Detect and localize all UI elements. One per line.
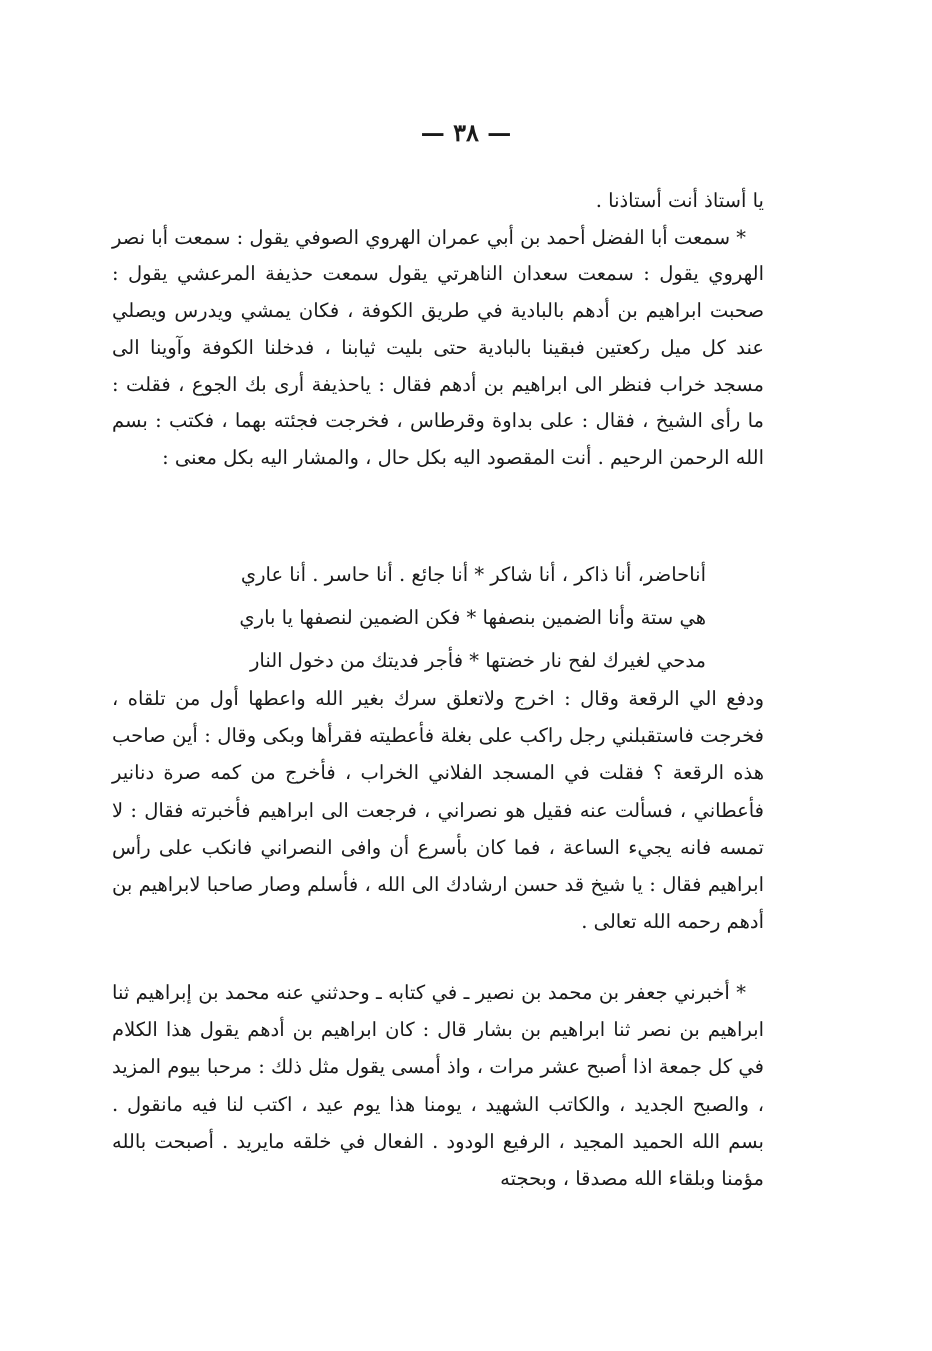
text-block-middle: [112, 680, 764, 940]
paragraph-opening: يا أستاذ أنت أستاذنا .: [595, 189, 764, 212]
poem-line: هي ستة وأنا الضمين بنصفها * فكن الضمين لنصفها يا باري: [239, 606, 706, 629]
text-block-top: [112, 183, 764, 477]
poem-line: مدحي لغيرك لفح نار خضتها * فأجر فديتك من دخول النار: [250, 649, 706, 672]
paragraph-christian-story: ودفع الي الرقعة وقال : اخرج ولاتعلق سرك بغير الله واعطها أول من تلقاه ، فخرجت فاستقبلني رجل راكب على بغلة فأعطيته فقرأها وبكى وقال : أين صاحب هذه الرقعة ؟ فقلت في المسجد الفلاني الخراب ، فأخرج من كمه صرة دنانير فأعطاني ، فسألت عنه فقيل هو نصراني ، فرجعت الى ابراهيم فأخبرته فقال : لا تمسه فانه يجيء الساعة ، فما كان بأسرع أن وافى النصراني فانكب على رأس ابراهيم فقال : يا شيخ قد حسن ارشادك الى الله ، فأسلم وصار صاحبا لابراهيم بن أدهم رحمه الله تعالى .: [112, 687, 764, 934]
page-number: — ٣٨ —: [420, 118, 512, 147]
text-block-bottom: [112, 974, 764, 1197]
paragraph-hudhayfa-narration: * سمعت أبا الفضل أحمد بن أبي عمران الهروي الصوفي يقول : سمعت أبا نصر الهروي يقول : سمعت سعدان الناهرتي يقول سمعت حذيفة المرعشي يقول : صحبت ابراهيم بن أدهم بالبادية في طريق الكوفة ، فكان يمشي ويدرس ويصلي عند كل ميل ركعتين فبقينا بالبادية حتى بليت ثيابنا ، فدخلنا الكوفة وآوينا الى مسجد خراب فنظر الى ابراهيم بن أدهم فقال : ياحذيفة أرى بك الجوع ، فقلت : ما رأى الشيخ ، فقال : على بداوة وقرطاس ، فخرجت فجئته بهما ، فكتب : بسم الله الرحمن الرحيم . أنت المقصود اليه بكل حال ، والمشار اليه بكل معنى :: [112, 225, 764, 469]
poem: [112, 553, 764, 682]
paragraph-friday-dhikr: * أخبرني جعفر بن محمد بن نصير ـ في كتابه ـ وحدثني عنه محمد بن إبراهيم ثنا ابراهيم بن نصر ثنا ابراهيم بن بشار قال : كان ابراهيم بن أدهم يقول هذا الكلام في كل جمعة اذا أصبح عشر مرات ، واذ أمسى يقول مثل ذلك : مرحبا بيوم المزيد ، والصبح الجديد ، والكاتب الشهيد ، يومنا هذا يوم عيد ، اكتب لنا فيه مانقول . بسم الله الحميد المجيد ، الرفيع الودود . الفعال في خلقه مايريد . أصبحت بالله مؤمنا وبلقاء الله مصدقا ، وبحجته: [112, 981, 764, 1191]
poem-line: أناحاضر، أنا ذاكر ، أنا شاكر * أنا جائع . أنا حاسر . أنا عاري: [240, 563, 706, 586]
